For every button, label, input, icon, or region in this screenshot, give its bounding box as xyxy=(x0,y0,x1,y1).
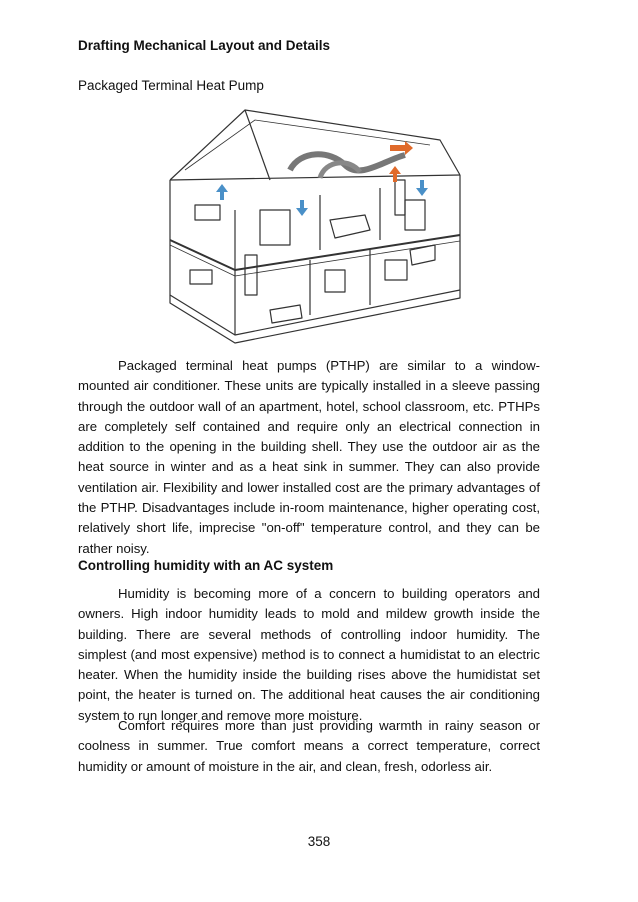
paragraph-pthp: Packaged terminal heat pumps (PTHP) are similar to a window-mounted air conditioner. These units are typically installed in a sleeve passing through the outdoor wall of an apartment, hotel, school classroom, etc. PTHPs are completely self contained and require only an electrical connection in addition to the opening in the building shell. They use the outdoor air as the heat source in winter and as a heat sink in summer. They can also provide ventilation air. Flexibility and lower installed cost are the primary advantages of the PTHP. Disadvantages include in-room maintenance, higher operating cost, relatively short life, imprecise "on-off" temperature control, and they can be rather noisy. xyxy=(78,358,540,556)
house-cutaway-illustration xyxy=(150,100,480,350)
paragraph-comfort: Comfort requires more than just providing warmth in rainy season or coolness in summer. True comfort means a correct temperature, correct humidity or amount of moisture in the air, and clean, fresh, odorless air. xyxy=(78,718,540,774)
section-heading: Controlling humidity with an AC system xyxy=(78,558,334,573)
section-subtitle: Packaged Terminal Heat Pump xyxy=(78,78,264,93)
page-number: 358 xyxy=(307,834,331,849)
paragraph-humidity: Humidity is becoming more of a concern to building operators and owners. High indoor humidity leads to mold and mildew growth inside the building. There are several methods of controlling indoor humidity. The simplest (and most expensive) method is to connect a humidistat to an electric heater. When the humidity inside the building rises above the humidistat set point, the heater is turned on. The additional heat causes the air conditioning system to run longer and remove more moisture. xyxy=(78,586,540,723)
running-header: Drafting Mechanical Layout and Details xyxy=(78,38,331,53)
